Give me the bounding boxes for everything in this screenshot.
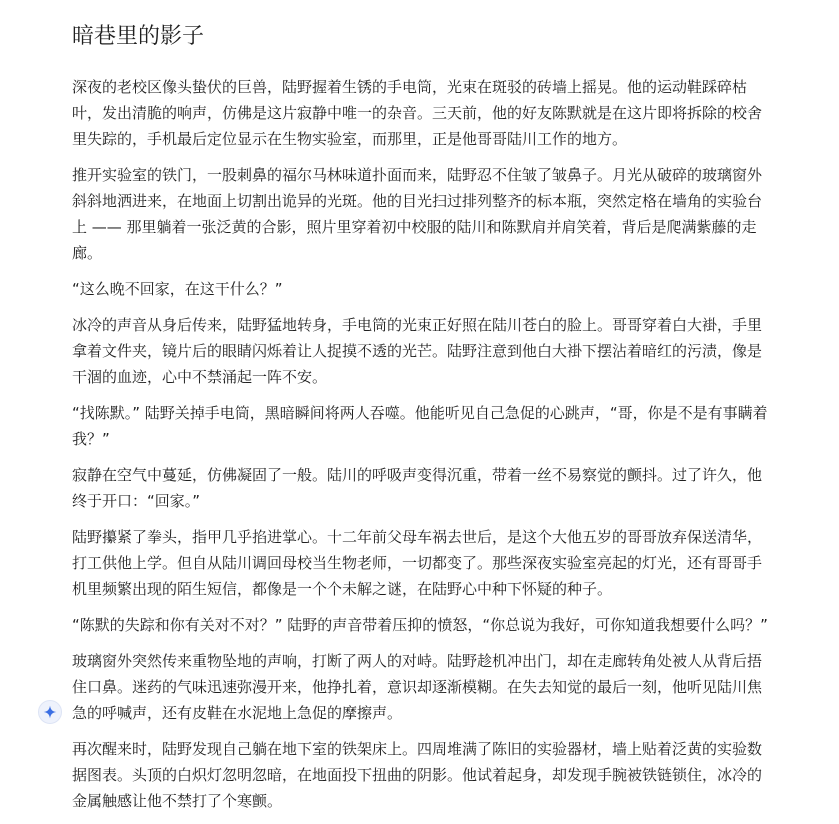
paragraph: 深夜的老校区像头蛰伏的巨兽，陆野握着生锈的手电筒，光束在斑驳的砖墙上摇晃。他的运动鞋踩碎枯叶，发出清脆的响声，仿佛是这片寂静中唯一的杂音。三天前，他的好友陈默就是在这片即将拆除的校舍里失踪的，手机最后定位显示在生物实验室，而那里，正是他哥哥陆川工作的地方。 (72, 78, 763, 148)
paragraph: 陆野攥紧了拳头，指甲几乎掐进掌心。十二年前父母车祸去世后，是这个大他五岁的哥哥放弃保送清华，打工供他上学。但自从陆川调回母校当生物老师，一切都变了。那些深夜实验室亮起的灯光，还有哥哥手机里频繁出现的陌生短信，都像是一个个未解之谜，在陆野心中种下怀疑的种子。 (72, 528, 763, 598)
paragraph: “这么晚不回家，在这干什么？” (72, 280, 283, 298)
document-body (72, 74, 772, 824)
sparkle-icon (43, 705, 57, 719)
document-title: 暗巷里的影子 (72, 24, 205, 49)
paragraph: 冰冷的声音从身后传来，陆野猛地转身，手电筒的光束正好照在陆川苍白的脸上。哥哥穿着白大褂，手里拿着文件夹，镜片后的眼睛闪烁着让人捉摸不透的光芒。陆野注意到他白大褂下摆沾着暗红的污渍，像是干涸的血迹，心中不禁涌起一阵不安。 (72, 316, 763, 386)
paragraph: “陈默的失踪和你有关对不对？” 陆野的声音带着压抑的愤怒，“你总说为我好，可你知道我想要什么吗？” (72, 616, 768, 634)
paragraph: “找陈默。” 陆野关掉手电筒，黑暗瞬间将两人吞噬。他能听见自己急促的心跳声，“哥，你是不是有事瞒着我？” (72, 404, 768, 448)
paragraph: 再次醒来时，陆野发现自己躺在地下室的铁架床上。四周堆满了陈旧的实验器材，墙上贴着泛黄的实验数据图表。头顶的白炽灯忽明忽暗，在地面投下扭曲的阴影。他试着起身，却发现手腕被铁链锁住，冰冷的金属触感让他不禁打了个寒颤。 (72, 740, 763, 810)
sparkle-button[interactable] (38, 700, 62, 724)
paragraph: 寂静在空气中蔓延，仿佛凝固了一般。陆川的呼吸声变得沉重，带着一丝不易察觉的颤抖。过了许久，他终于开口：“回家。” (72, 466, 763, 510)
paragraph: 推开实验室的铁门，一股刺鼻的福尔马林味道扑面而来，陆野忍不住皱了皱鼻子。月光从破碎的玻璃窗外斜斜地洒进来，在地面上切割出诡异的光斑。他的目光扫过排列整齐的标本瓶，突然定格在墙角的实验台上 —— 那里躺着一张泛黄的合影，照片里穿着初中校服的陆川和陈默肩并肩笑着，背后是爬满紫藤的走廊。 (72, 166, 763, 262)
paragraph: 玻璃窗外突然传来重物坠地的声响，打断了两人的对峙。陆野趁机冲出门，却在走廊转角处被人从背后捂住口鼻。迷药的气味迅速弥漫开来，他挣扎着，意识却逐渐模糊。在失去知觉的最后一刻，他听见陆川焦急的呼喊声，还有皮鞋在水泥地上急促的摩擦声。 (72, 652, 763, 722)
